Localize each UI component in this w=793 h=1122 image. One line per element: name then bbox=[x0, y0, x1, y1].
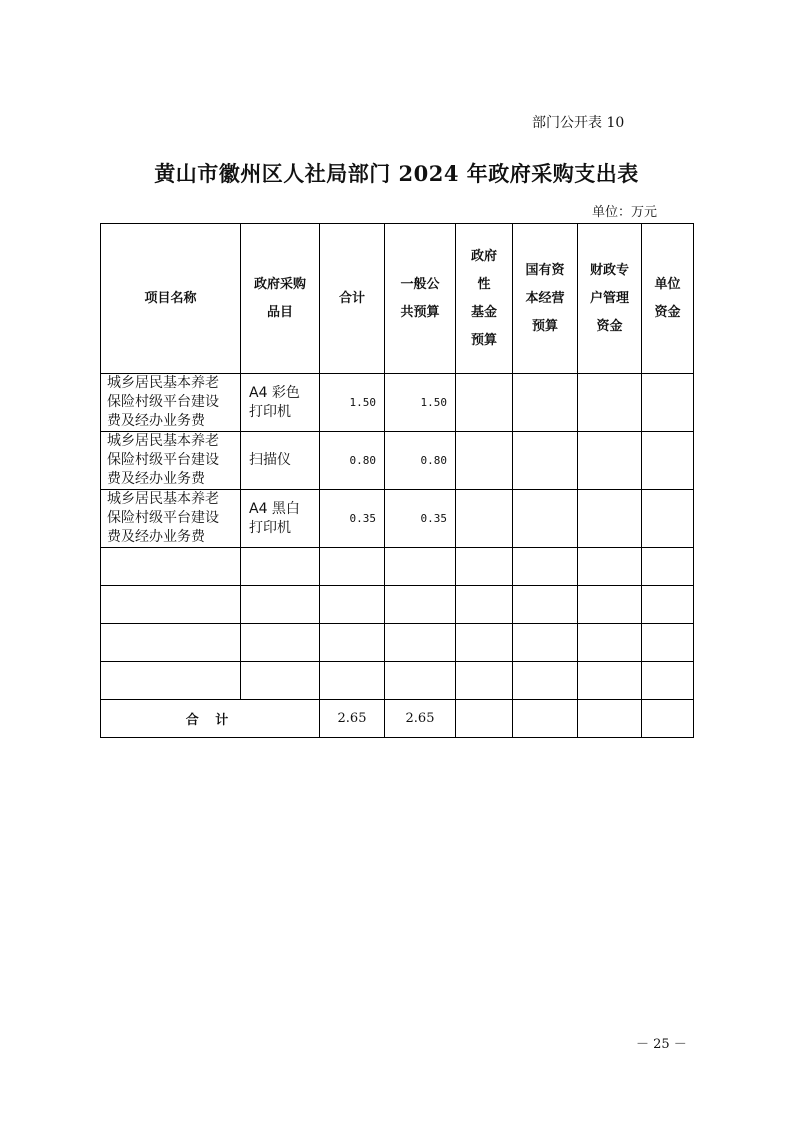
empty-cell bbox=[456, 624, 513, 662]
empty-cell bbox=[513, 374, 578, 432]
header-total: 合计 bbox=[320, 224, 385, 374]
empty-cell bbox=[578, 432, 642, 490]
empty-cell bbox=[513, 490, 578, 548]
empty-cell bbox=[456, 586, 513, 624]
header-state-capital: 国有资 本经营 预算 bbox=[513, 224, 578, 374]
empty-cell bbox=[320, 586, 385, 624]
project-name-cell: 城乡居民基本养老 保险村级平台建设 费及经办业务费 bbox=[101, 432, 241, 490]
empty-cell bbox=[320, 662, 385, 700]
table-row bbox=[101, 432, 694, 490]
empty-cell bbox=[385, 624, 456, 662]
general-budget-total-cell: 2.65 bbox=[385, 700, 456, 738]
empty-table-row bbox=[101, 662, 694, 700]
empty-cell bbox=[385, 662, 456, 700]
project-name-cell: 城乡居民基本养老 保险村级平台建设 费及经办业务费 bbox=[101, 374, 241, 432]
header-procurement-item: 政府采购 品目 bbox=[241, 224, 320, 374]
empty-cell bbox=[642, 700, 694, 738]
empty-cell bbox=[513, 700, 578, 738]
empty-cell bbox=[578, 548, 642, 586]
header-project-name: 项目名称 bbox=[101, 224, 241, 374]
general-budget-cell: 0.80 bbox=[385, 432, 456, 490]
empty-cell bbox=[642, 432, 694, 490]
table-row bbox=[101, 374, 694, 432]
empty-cell bbox=[456, 548, 513, 586]
empty-cell bbox=[513, 548, 578, 586]
empty-cell bbox=[385, 586, 456, 624]
header-government-fund: 政府 性 基金 预算 bbox=[456, 224, 513, 374]
empty-cell bbox=[320, 548, 385, 586]
empty-cell bbox=[101, 624, 241, 662]
general-budget-cell: 1.50 bbox=[385, 374, 456, 432]
procurement-table bbox=[100, 223, 694, 738]
empty-cell bbox=[513, 624, 578, 662]
empty-cell bbox=[241, 662, 320, 700]
empty-cell bbox=[241, 586, 320, 624]
empty-cell bbox=[578, 700, 642, 738]
total-cell: 0.35 bbox=[320, 490, 385, 548]
empty-cell bbox=[101, 662, 241, 700]
empty-cell bbox=[578, 374, 642, 432]
empty-cell bbox=[385, 548, 456, 586]
empty-cell bbox=[642, 490, 694, 548]
total-row bbox=[101, 700, 694, 738]
empty-cell bbox=[642, 374, 694, 432]
header-row bbox=[101, 224, 694, 374]
header-unit-funds: 单位 资金 bbox=[642, 224, 694, 374]
empty-table-row bbox=[101, 586, 694, 624]
form-number: 部门公开表 10 bbox=[532, 115, 625, 131]
empty-cell bbox=[456, 700, 513, 738]
empty-table-row bbox=[101, 548, 694, 586]
empty-table-row bbox=[101, 624, 694, 662]
empty-cell bbox=[101, 548, 241, 586]
empty-cell bbox=[642, 548, 694, 586]
procurement-item-cell: 扫描仪 bbox=[241, 432, 320, 490]
empty-cell bbox=[642, 624, 694, 662]
header-special-account: 财政专 户管理 资金 bbox=[578, 224, 642, 374]
empty-cell bbox=[456, 432, 513, 490]
empty-cell bbox=[578, 586, 642, 624]
total-label: 合 计 bbox=[101, 700, 320, 738]
empty-cell bbox=[320, 624, 385, 662]
procurement-item-cell: A4 彩色 打印机 bbox=[241, 374, 320, 432]
procurement-item-cell: A4 黑白 打印机 bbox=[241, 490, 320, 548]
page-title: 黄山市徽州区人社局部门 2024 年政府采购支出表 bbox=[154, 161, 639, 186]
empty-cell bbox=[241, 548, 320, 586]
empty-cell bbox=[513, 432, 578, 490]
page-number: － 25 － bbox=[636, 1037, 687, 1052]
empty-cell bbox=[578, 624, 642, 662]
empty-cell bbox=[241, 624, 320, 662]
total-cell: 0.80 bbox=[320, 432, 385, 490]
empty-cell bbox=[513, 586, 578, 624]
empty-cell bbox=[642, 662, 694, 700]
empty-cell bbox=[642, 586, 694, 624]
general-budget-cell: 0.35 bbox=[385, 490, 456, 548]
empty-cell bbox=[456, 490, 513, 548]
empty-cell bbox=[578, 662, 642, 700]
header-general-budget: 一般公 共预算 bbox=[385, 224, 456, 374]
unit-label: 单位：万元 bbox=[592, 205, 658, 220]
project-name-cell: 城乡居民基本养老 保险村级平台建设 费及经办业务费 bbox=[101, 490, 241, 548]
empty-cell bbox=[578, 490, 642, 548]
total-cell: 1.50 bbox=[320, 374, 385, 432]
grand-total-cell: 2.65 bbox=[320, 700, 385, 738]
empty-cell bbox=[101, 586, 241, 624]
empty-cell bbox=[513, 662, 578, 700]
empty-cell bbox=[456, 662, 513, 700]
table-row bbox=[101, 490, 694, 548]
empty-cell bbox=[456, 374, 513, 432]
